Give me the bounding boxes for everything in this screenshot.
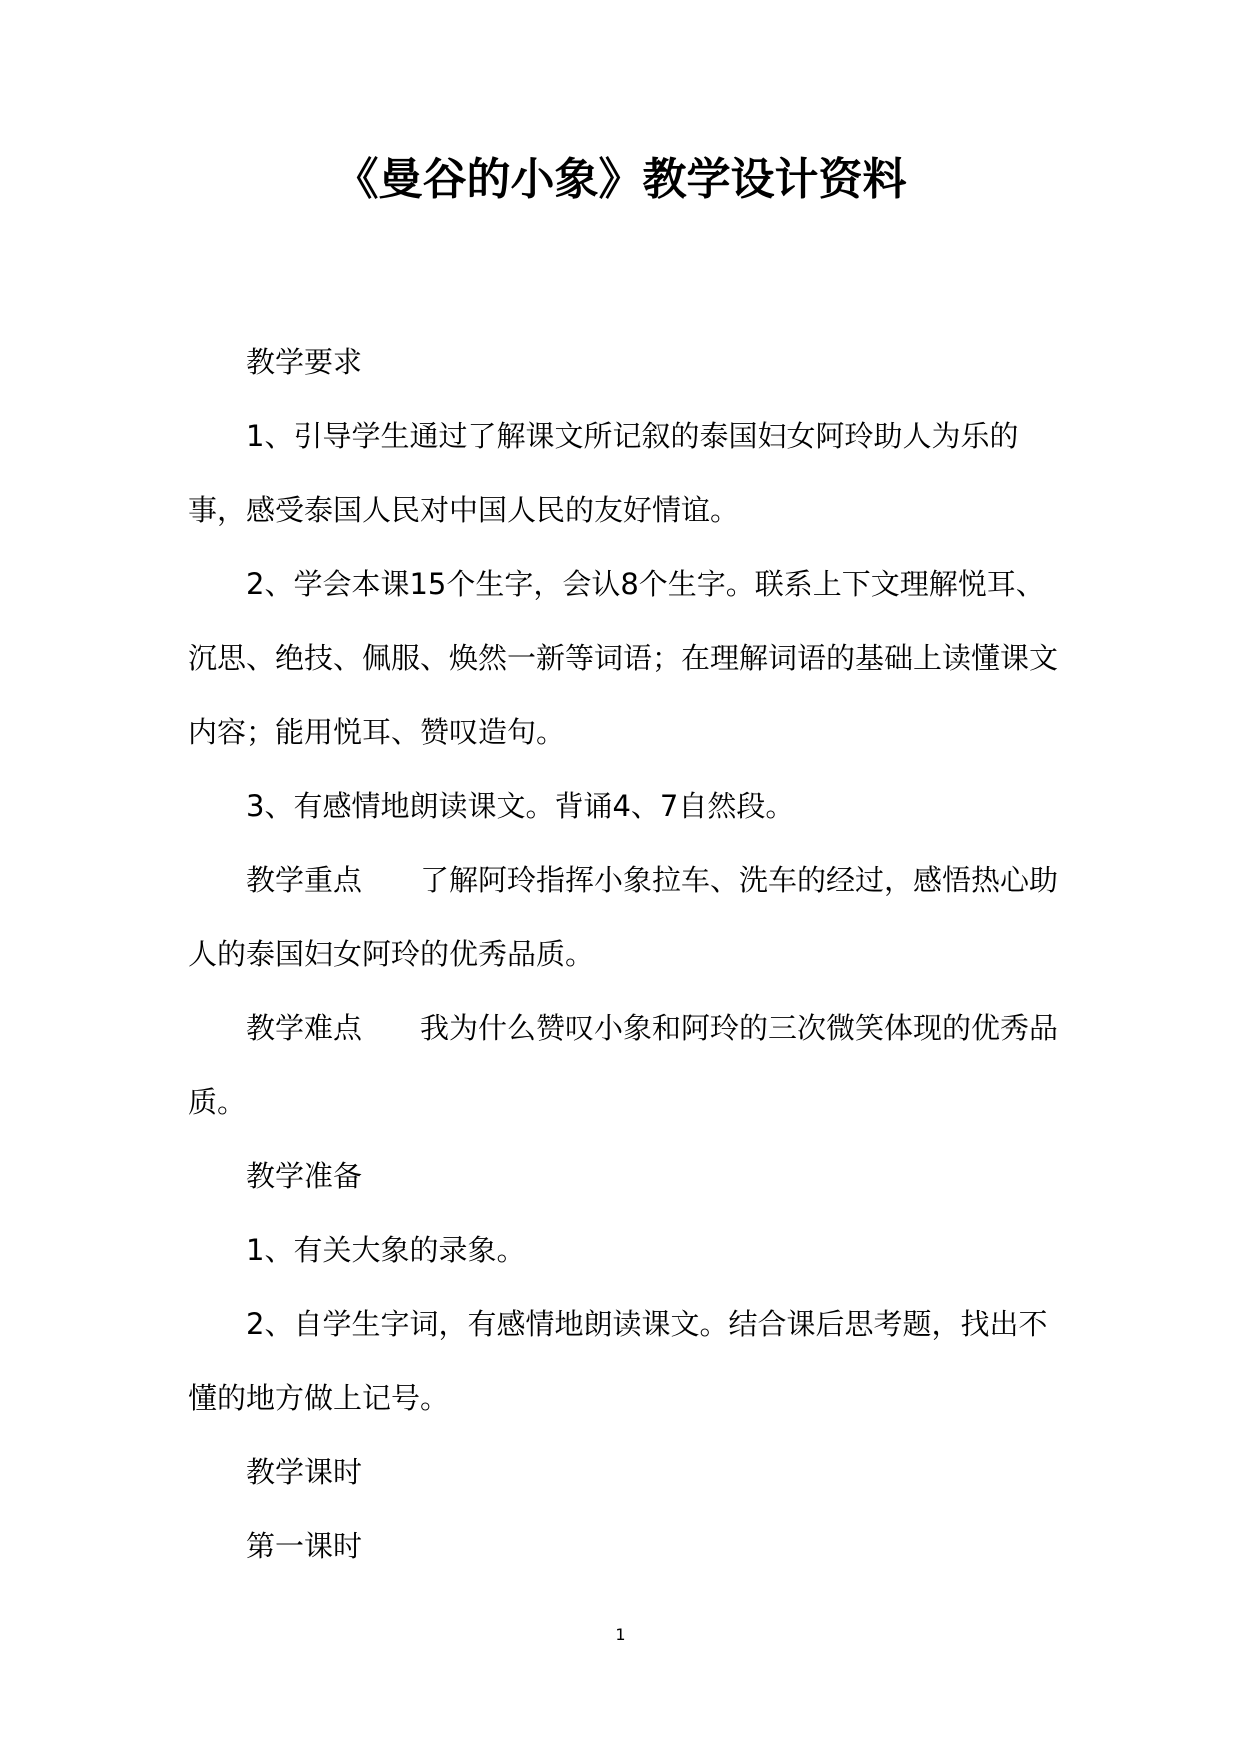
paragraph-requirement-3: 3、有感情地朗读课文。背诵4、7自然段。 — [246, 789, 795, 823]
document-title: 《曼谷的小象》教学设计资料 — [334, 154, 907, 205]
document-body — [188, 325, 1058, 1583]
paragraph-first-lesson: 第一课时 — [246, 1529, 363, 1563]
paragraph-requirement-1: 1、引导学生通过了解课文所记叙的泰国妇女阿玲助人为乐的事，感受泰国人民对中国人民的友好情谊。 — [188, 419, 1019, 527]
paragraph-class-hours-heading: 教学课时 — [246, 1455, 363, 1489]
paragraph-key-points: 教学重点 了解阿玲指挥小象拉车、洗车的经过，感悟热心助人的泰国妇女阿玲的优秀品质。 — [188, 863, 1059, 971]
paragraph-preparation-heading: 教学准备 — [246, 1159, 363, 1193]
paragraph-preparation-2: 2、自学生字词，有感情地朗读课文。结合课后思考题，找出不懂的地方做上记号。 — [188, 1307, 1048, 1415]
paragraph-teaching-requirements-heading: 教学要求 — [246, 345, 363, 379]
page-number: 1 — [615, 1625, 626, 1644]
paragraph-requirement-2: 2、学会本课15个生字，会认8个生字。联系上下文理解悦耳、沉思、绝技、佩服、焕然一新等词语；在理解词语的基础上读懂课文内容；能用悦耳、赞叹造句。 — [188, 567, 1059, 749]
paragraph-preparation-1: 1、有关大象的录象。 — [246, 1233, 526, 1267]
paragraph-difficulties: 教学难点 我为什么赞叹小象和阿玲的三次微笑体现的优秀品质。 — [188, 1011, 1059, 1119]
